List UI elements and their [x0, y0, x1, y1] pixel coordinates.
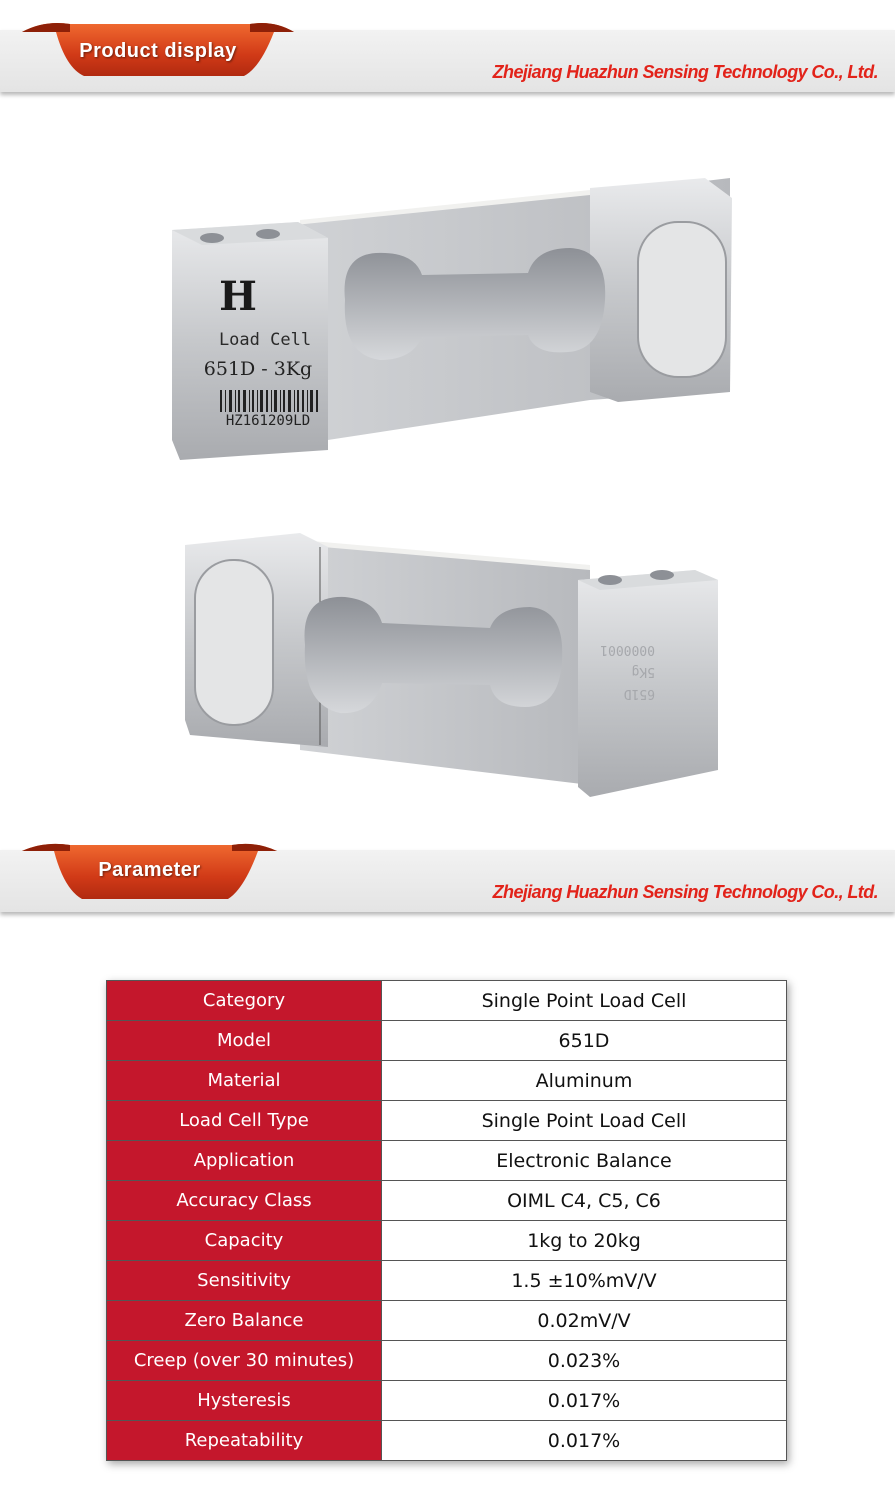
param-value: Electronic Balance	[382, 1141, 787, 1181]
param-value: 0.023%	[382, 1341, 787, 1381]
table-row	[107, 1261, 787, 1301]
product-photo-back	[150, 525, 740, 815]
param-key: Zero Balance	[107, 1301, 382, 1341]
table-row	[107, 1141, 787, 1181]
param-key: Category	[107, 981, 382, 1021]
param-value: OIML C4, C5, C6	[382, 1181, 787, 1221]
param-key: Accuracy Class	[107, 1181, 382, 1221]
param-key: Application	[107, 1141, 382, 1181]
param-value: Single Point Load Cell	[382, 1101, 787, 1141]
table-row	[107, 1181, 787, 1221]
table-row	[107, 1101, 787, 1141]
param-key: Capacity	[107, 1221, 382, 1261]
param-value: 651D	[382, 1021, 787, 1061]
param-value: 1kg to 20kg	[382, 1221, 787, 1261]
param-key: Load Cell Type	[107, 1101, 382, 1141]
param-key: Hysteresis	[107, 1381, 382, 1421]
table-row	[107, 1061, 787, 1101]
section-title: Product display	[79, 40, 237, 62]
back-label-capacity: 5Kg	[631, 664, 655, 679]
param-value: 0.017%	[382, 1421, 787, 1461]
param-key: Repeatability	[107, 1421, 382, 1461]
section-tab-product-display	[22, 18, 294, 80]
table-row	[107, 1421, 787, 1461]
table-row	[107, 1021, 787, 1061]
table-row	[107, 1341, 787, 1381]
label-serial: HZ161209LD	[225, 413, 311, 429]
product-photo-front	[150, 150, 740, 470]
param-key: Sensitivity	[107, 1261, 382, 1301]
param-value: Single Point Load Cell	[382, 981, 787, 1021]
param-value: 0.017%	[382, 1381, 787, 1421]
company-name: Zhejiang Huazhun Sensing Technology Co., Ltd.	[492, 62, 878, 82]
label-model: 651D - 3Kg	[203, 358, 313, 380]
param-value: Aluminum	[382, 1061, 787, 1101]
label-name: Load Cell	[218, 330, 312, 350]
company-name: Zhejiang Huazhun Sensing Technology Co., Ltd.	[492, 882, 878, 902]
table-row	[107, 1301, 787, 1341]
param-key: Creep (over 30 minutes)	[107, 1341, 382, 1381]
table-row	[107, 1221, 787, 1261]
param-key: Material	[107, 1061, 382, 1101]
table-row	[107, 981, 787, 1021]
label-logo: H	[219, 273, 257, 320]
table-row	[107, 1381, 787, 1421]
param-value: 1.5 ±10%mV/V	[382, 1261, 787, 1301]
back-label-model: 651D	[623, 686, 655, 701]
param-value: 0.02mV/V	[382, 1301, 787, 1341]
back-label-serial: 0000001	[600, 642, 655, 657]
section-tab-parameter	[22, 841, 277, 903]
param-key: Model	[107, 1021, 382, 1061]
section-title: Parameter	[98, 859, 201, 881]
parameter-table	[106, 980, 787, 1461]
